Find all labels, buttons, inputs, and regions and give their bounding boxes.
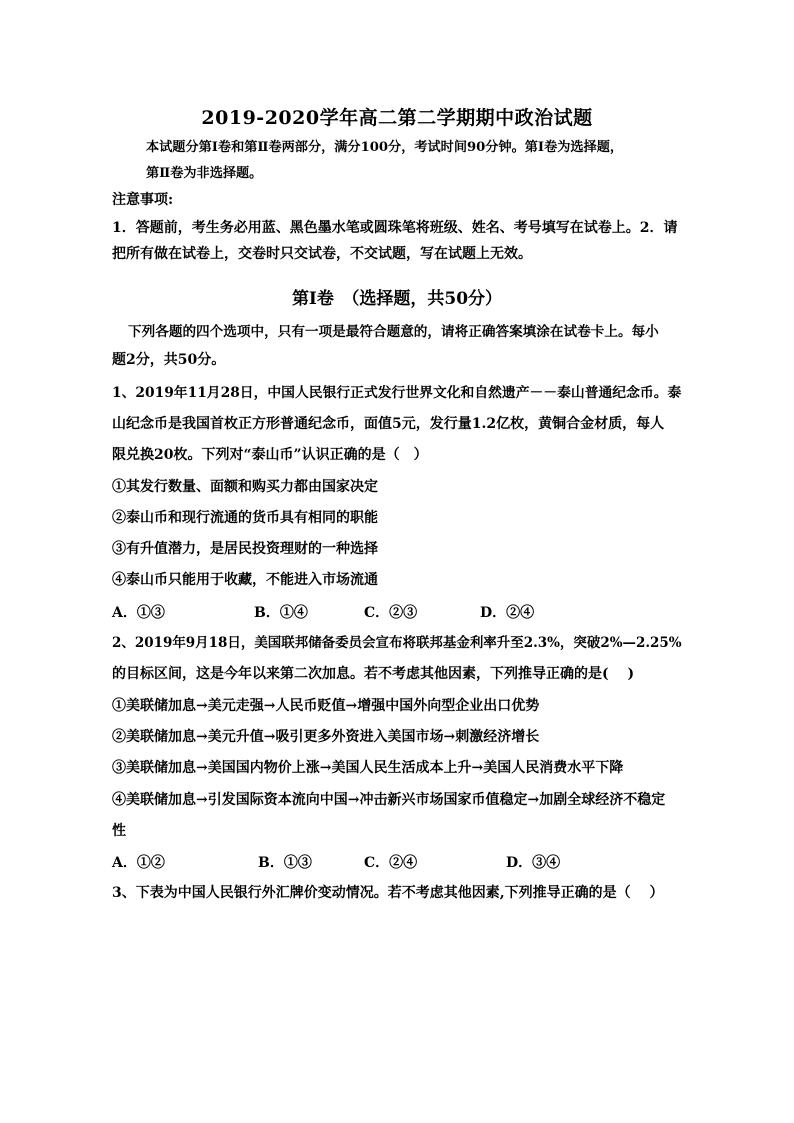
q1-item-2: ②泰山币和现行流通的货币具有相同的职能 <box>112 510 378 526</box>
q1-option-c: C．②③ <box>364 605 418 621</box>
section-instruction-1: 下列各题的四个选项中，只有一项是最符合题意的，请将正确答案填涂在试卷卡上。每小 <box>128 324 659 340</box>
notes-heading: 注意事项: <box>112 192 174 208</box>
q1-item-3: ③有升值潜力，是居民投资理财的一种选择 <box>112 541 378 557</box>
q1-item-1: ①其发行数量、面额和购买力都由国家决定 <box>112 479 378 495</box>
q2-item-3: ③美联储加息→美国国内物价上涨→美国人民生活成本上升→美国人民消费水平下降 <box>112 760 624 776</box>
q1-line-3: 限兑换20枚。下列对“泰山币”认识正确的是（ ） <box>112 447 428 463</box>
q2-line-2: 的目标区间，这是今年以来第二次加息。若不考虑其他因素，下列推导正确的是( ) <box>112 666 635 682</box>
q2-item-1: ①美联储加息→美元走强→人民币贬值→增强中国外向型企业出口优势 <box>112 698 540 714</box>
q2-item-4-continued: 性 <box>112 823 126 839</box>
q2-item-2: ②美联储加息→美元升值→吸引更多外资进入美国市场→刺激经济增长 <box>112 729 540 745</box>
q1-option-d: D．②④ <box>480 605 535 621</box>
q2-option-b: B．①③ <box>258 855 312 871</box>
q1-line-2: 山纪念币是我国首枚正方形普通纪念币，面值5元，发行量1.2亿枚，黄铜合金材质，每人 <box>112 416 665 432</box>
page-title: 2019-2020学年高二第二学期期中政治试题 <box>201 107 593 129</box>
q2-option-a: A．①② <box>112 855 165 871</box>
notes-line-1: 1．答题前，考生务必用蓝、黑色墨水笔或圆珠笔将班级、姓名、考号填写在试卷上。2．请 <box>112 220 678 236</box>
intro-line-2: 第Ⅱ卷为非选择题。 <box>146 166 263 181</box>
q1-line-1: 1、2019年11月28日，中国人民银行正式发行世界文化和自然遗产－－泰山普通纪念币。泰 <box>112 385 682 401</box>
intro-line-1: 本试题分第Ⅰ卷和第Ⅱ卷两部分，满分100分，考试时间90分钟。第Ⅰ卷为选择题， <box>146 140 624 155</box>
q2-line-1: 2、2019年9月18日，美国联邦储备委员会宣布将联邦基金利率升至2.3%，突破2%—2.25% <box>112 635 682 651</box>
notes-line-2: 把所有做在试卷上，交卷时只交试卷，不交试题，写在试题上无效。 <box>112 246 532 262</box>
q1-item-4: ④泰山币只能用于收藏，不能进入市场流通 <box>112 572 378 588</box>
section-title: 第Ⅰ卷 （选择题，共50分） <box>291 289 503 309</box>
q2-option-d: D．③④ <box>506 855 561 871</box>
q2-option-c: C．②④ <box>364 855 418 871</box>
q1-option-b: B．①④ <box>254 605 308 621</box>
q2-item-4: ④美联储加息→引发国际资本流向中国→冲击新兴市场国家币值稳定→加剧全球经济不稳定 <box>112 792 666 808</box>
q1-option-a: A．①③ <box>112 605 165 621</box>
section-instruction-2: 题2分，共50分。 <box>112 352 226 368</box>
q3-line-1: 3、下表为中国人民银行外汇牌价变动情况。若不考虑其他因素,下列推导正确的是（ ） <box>112 885 664 901</box>
